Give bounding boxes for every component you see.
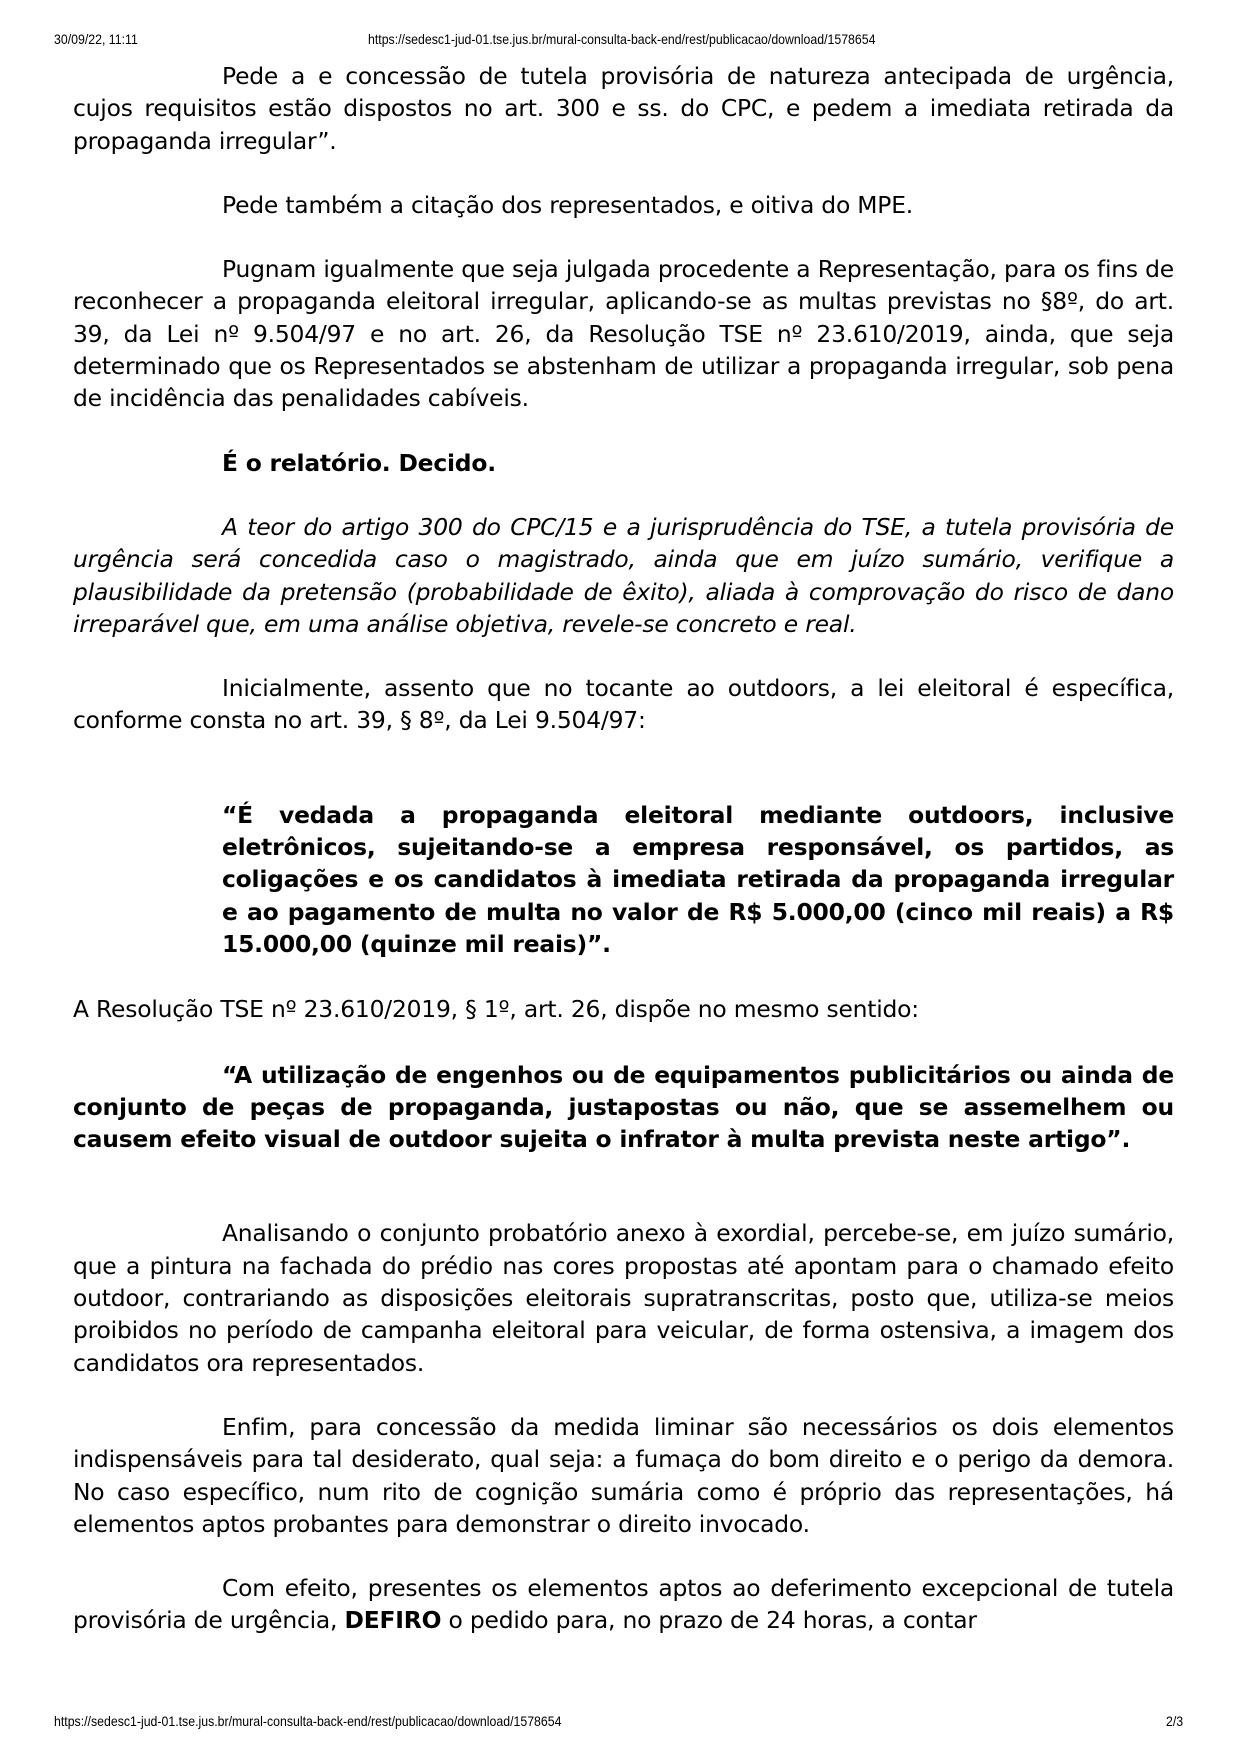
paragraph-citation-request: Pede também a citação dos representados, e oitiva do MPE.: [222, 190, 914, 219]
section-heading-relatorio: É o relatório. Decido.: [222, 448, 496, 477]
quote-resolucao-tse: “A utilização de engenhos ou de equipamentos publicitários ou ainda de conjunto de peças de propaganda, justapostas ou não, que se assemelhem ou causem efeito visual de outdoor sujeita o infrator à multa prevista neste artigo”.: [73, 1060, 1174, 1154]
paragraph-legal-basis: A teor do artigo 300 do CPC/15 e a jurisprudência do TSE, a tutela provisória de urgência será concedida caso o magistrado, ainda que em juízo sumário, verifique a plausibilidade da pretensão (probabilidade de êxito), aliada à comprovação do risco de dano irreparável que, em uma análise objetiva, revele-se concreto e real.: [73, 512, 1174, 638]
paragraph-outdoor-law: Inicialmente, assento que no tocante ao outdoors, a lei eleitoral é específica, conforme consta no art. 39, § 8º, da Lei 9.504/97:: [73, 674, 1174, 735]
paragraph-requirements: Enfim, para concessão da medida liminar são necessários os dois elementos indispensáveis para tal desiderato, qual seja: a fumaça do bom direito e o perigo da demora. No caso específico, num rito de cognição sumária como é próprio das representações, há elementos aptos probantes para demonstrar o direito invocado.: [73, 1412, 1174, 1538]
quote-lei-9504: “É vedada a propaganda eleitoral mediante outdoors, inclusive eletrônicos, sujeitando-se a empresa responsável, os partidos, as coligações e os candidatos à imediata retirada da propaganda irregular e ao pagamento de multa no valor de R$ 5.000,00 (cinco mil reais) a R$ 15.000,00 (quinze mil reais)”.: [222, 800, 1174, 958]
print-footer-page-number: 2/3: [1166, 1713, 1184, 1729]
paragraph-tutela-request: Pede a e concessão de tutela provisória de natureza antecipada de urgência, cujos requisitos estão dispostos no art. 300 e ss. do CPC, e pedem a imediata retirada da propaganda irregular”.: [73, 62, 1174, 155]
print-header-url: https://sedesc1-jud-01.tse.jus.br/mural-consulta-back-end/rest/publicacao/download/1578654: [368, 31, 876, 47]
paragraph-resolucao-intro: A Resolução TSE nº 23.610/2019, § 1º, art. 26, dispõe no mesmo sentido:: [73, 995, 919, 1024]
decision-text-after: o pedido para, no prazo de 24 horas, a contar: [441, 1606, 977, 1635]
document-body: [73, 60, 1174, 1637]
print-footer-url: https://sedesc1-jud-01.tse.jus.br/mural-consulta-back-end/rest/publicacao/download/1578654: [54, 1713, 562, 1729]
paragraph-analysis: Analisando o conjunto probatório anexo à exordial, percebe-se, em juízo sumário, que a pintura na fachada do prédio nas cores propostas até apontam para o chamado efeito outdoor, contrariando as disposições eleitorais supratranscritas, posto que, utiliza-se meios proibidos no período de campanha eleitoral para veicular, de forma ostensiva, a imagem dos candidatos ora representados.: [73, 1219, 1174, 1377]
print-header-datetime: 30/09/22, 11:11: [54, 31, 138, 47]
decision-text-before: Com efeito, presentes os elementos aptos ao deferimento excepcional de tutela provisória de urgência,: [73, 1574, 1174, 1635]
paragraph-procedente-request: Pugnam igualmente que seja julgada procedente a Representação, para os fins de reconhecer a propaganda eleitoral irregular, aplicando-se as multas previstas no §8º, do art. 39, da Lei nº 9.504/97 e no art. 26, da Resolução TSE nº 23.610/2019, ainda, que seja determinado que os Representados se abstenham de utilizar a propaganda irregular, sob pena de incidência das penalidades cabíveis.: [73, 255, 1174, 413]
paragraph-decision: [73, 1572, 1174, 1637]
decision-defiro: DEFIRO: [344, 1606, 442, 1635]
